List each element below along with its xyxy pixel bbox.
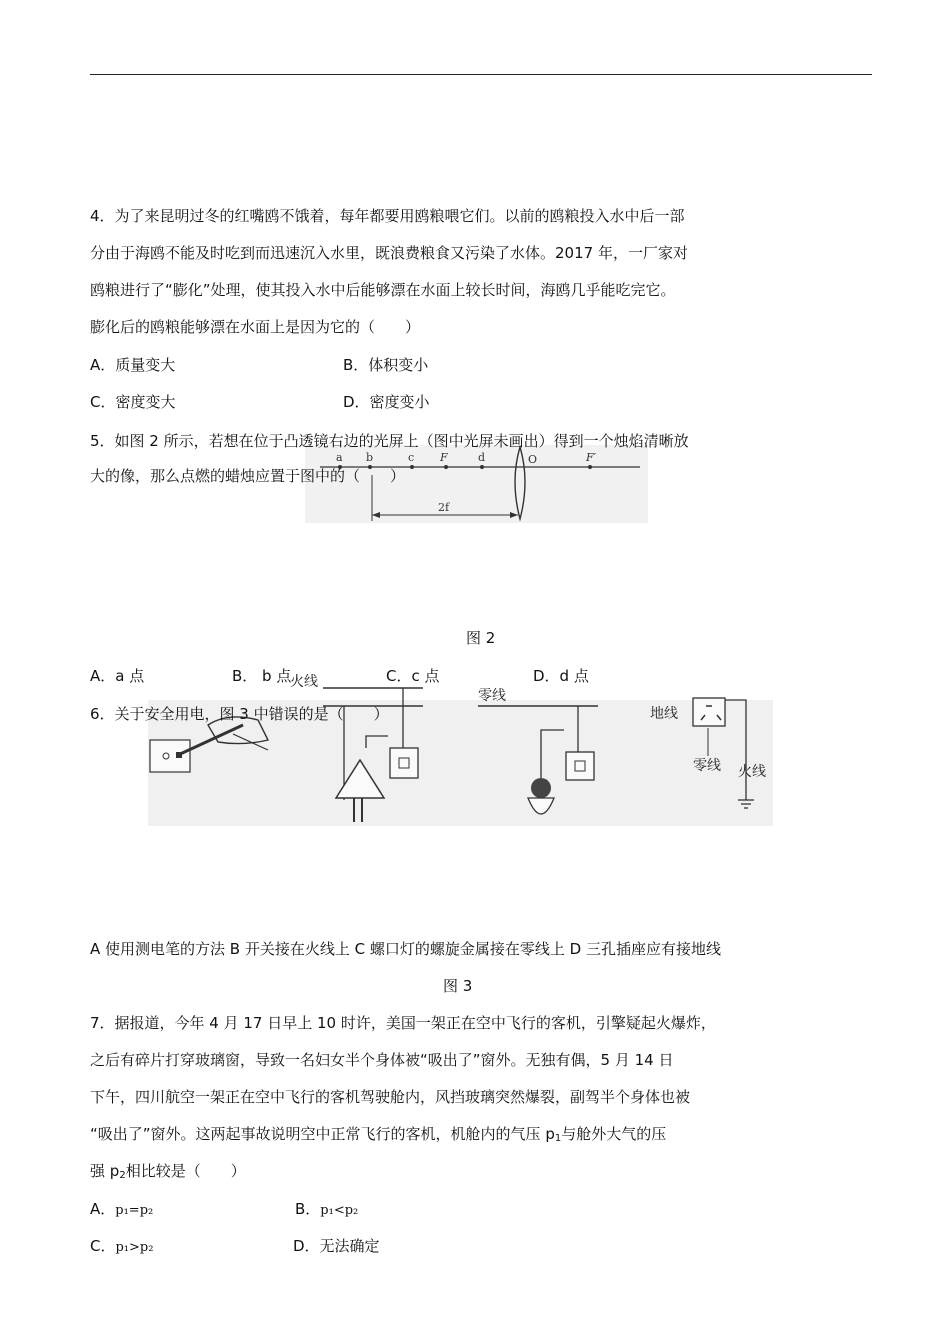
q7-line-2: 之后有碎片打穿玻璃窗，导致一名妇女半个身体被“吸出了”窗外。无独有偶，5 月 14 日 bbox=[90, 1051, 674, 1069]
point-d-label: d bbox=[478, 451, 486, 464]
point-f-label: F bbox=[440, 451, 448, 464]
q7-p1-subscript: 1 bbox=[554, 1133, 562, 1144]
q7-line-4-text-a: “吸出了”窗外。这两起事故说明空中正常飞行的客机，机舱内的气压 bbox=[90, 1125, 546, 1143]
q5-line-1: 5．如图 2 所示，若想在位于凸透镜右边的光屏上（图中光屏未画出）得到一个烛焰清晰放 bbox=[90, 432, 689, 450]
q6-line: 6．关于安全用电，图 3 中错误的是（ ） bbox=[90, 705, 389, 723]
figure-2-caption: 图 2 bbox=[466, 629, 496, 647]
q7-line-5-text-b: 相比较是（ ） bbox=[125, 1162, 246, 1180]
q7-option-d[interactable]: D．无法确定 bbox=[293, 1237, 380, 1255]
q7-line-4 bbox=[90, 1124, 666, 1149]
q7-option-b-prefix: B． bbox=[295, 1200, 321, 1218]
panel-c-neutral-label: 零线 bbox=[478, 688, 506, 704]
point-f-prime-label: F′ bbox=[586, 451, 597, 464]
q7-p2-subscript: 2 bbox=[119, 1170, 126, 1181]
point-a-label: a bbox=[336, 451, 343, 464]
q7-option-c[interactable] bbox=[90, 1236, 153, 1258]
point-o-label: O bbox=[528, 453, 538, 466]
panel-d-live-label: 火线 bbox=[738, 764, 766, 780]
q7-line-5 bbox=[90, 1161, 246, 1186]
q7-option-a-expr: p₁=p₂ bbox=[115, 1203, 154, 1218]
q5-option-c[interactable]: C．c 点 bbox=[386, 667, 440, 685]
q7-line-3: 下午，四川航空一架正在空中飞行的客机驾驶舱内，风挡玻璃突然爆裂，副驾半个身体也被 bbox=[90, 1088, 691, 1106]
figure-3-safety-diagram bbox=[148, 670, 773, 826]
q7-line-1: 7．据报道，今年 4 月 17 日早上 10 时许，美国一架正在空中飞行的客机，引擎疑起火爆炸， bbox=[90, 1014, 716, 1032]
q4-option-a[interactable]: A．质量变大 bbox=[90, 356, 176, 374]
q4-line-1: 4．为了来昆明过冬的红嘴鸥不饿着，每年都要用鸥粮喂它们。以前的鸥粮投入水中后一部 bbox=[90, 207, 685, 225]
header-rule bbox=[90, 74, 872, 75]
q7-p2-letter: p bbox=[109, 1162, 120, 1180]
q7-option-b[interactable] bbox=[295, 1199, 358, 1221]
q7-p2-symbol bbox=[110, 1162, 126, 1180]
q7-line-4-text-b: 与舱外大气的压 bbox=[561, 1125, 667, 1143]
q4-option-c[interactable]: C．密度变大 bbox=[90, 393, 176, 411]
q4-line-2: 分由于海鸥不能及时吃到而迅速沉入水里，既浪费粮食又污染了水体。2017 年，一厂家对 bbox=[90, 244, 688, 262]
q7-option-c-expr: p₁>p₂ bbox=[115, 1240, 154, 1255]
q7-option-a-prefix: A． bbox=[90, 1200, 116, 1218]
panel-d-neutral-label: 零线 bbox=[693, 758, 721, 774]
distance-label: 2f bbox=[438, 501, 450, 514]
point-c-label: c bbox=[408, 451, 415, 464]
q5-option-a[interactable]: A．a 点 bbox=[90, 667, 145, 685]
point-b-label: b bbox=[366, 451, 374, 464]
q7-p1-symbol bbox=[545, 1125, 561, 1143]
q7-option-a[interactable] bbox=[90, 1199, 153, 1221]
q7-line-5-text-a: 强 bbox=[90, 1162, 110, 1180]
panel-b-live-label: 火线 bbox=[290, 674, 318, 690]
q5-line-2: 大的像，那么点燃的蜡烛应置于图中的（ ） bbox=[90, 467, 406, 485]
q4-line-4: 膨化后的鸥粮能够漂在水面上是因为它的（ ） bbox=[90, 318, 421, 336]
q5-option-b[interactable]: B． b 点 bbox=[232, 667, 292, 685]
q6-options-line: A 使用测电笔的方法 B 开关接在火线上 C 螺口灯的螺旋金属接在零线上 D 三孔插座应有接地线 bbox=[90, 940, 721, 958]
q4-line-3: 鸥粮进行了“膨化”处理，使其投入水中后能够漂在水面上较长时间，海鸥几乎能吃完它。 bbox=[90, 281, 676, 299]
q4-option-b[interactable]: B．体积变小 bbox=[343, 356, 429, 374]
q7-p1-letter: p bbox=[545, 1125, 555, 1143]
q5-option-d[interactable]: D．d 点 bbox=[533, 667, 589, 685]
q4-option-d[interactable]: D．密度变小 bbox=[343, 393, 430, 411]
q7-option-b-expr: p₁<p₂ bbox=[320, 1203, 359, 1218]
figure-3-caption: 图 3 bbox=[443, 977, 473, 995]
panel-d-ground-label: 地线 bbox=[650, 706, 678, 722]
q7-option-c-prefix: C． bbox=[90, 1237, 116, 1255]
